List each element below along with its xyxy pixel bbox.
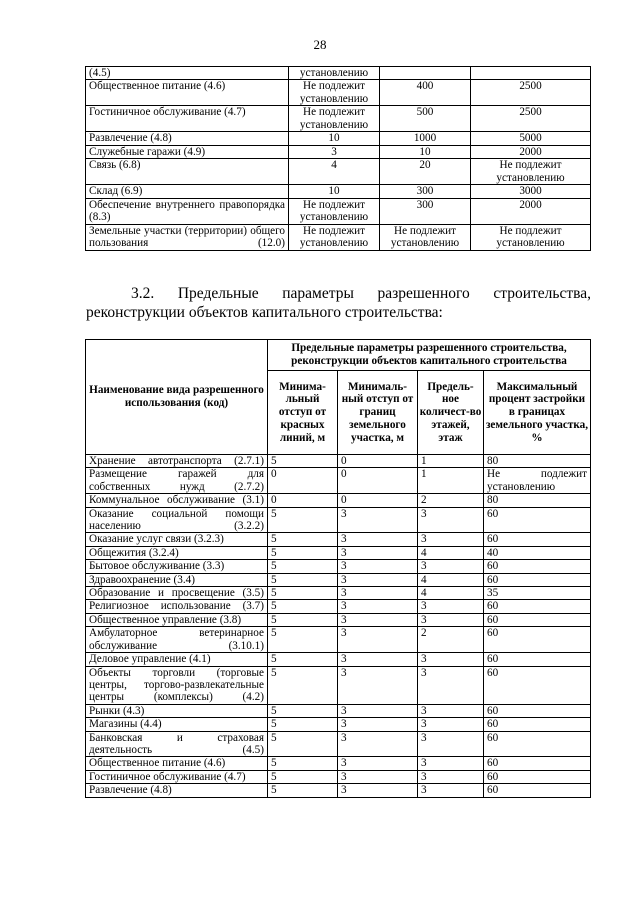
table-cell: Здравоохранение (3.4) [86,573,268,586]
table-cell: 300 [380,198,471,224]
table-cell: 2 [418,494,484,507]
table-cell: 3 [338,600,418,613]
header-red-line-setback: Минима-льный отступ от красных линий, м [268,371,338,455]
table-cell: 3 [338,587,418,600]
table-cell [380,67,471,80]
table-cell: 3 [418,718,484,731]
table-cell: Общежития (3.2.4) [86,546,268,559]
table-cell: Не подлежит установлению [289,224,380,250]
table-row [86,770,591,783]
table-cell: Рынки (4.3) [86,704,268,717]
table-cell: 3 [418,560,484,573]
table-cell: 5 [268,507,338,533]
table-row [86,159,591,185]
table-row [86,80,591,106]
table-cell: 5000 [471,132,591,145]
table-cell: 5 [268,455,338,468]
heading-word: Предельные [177,285,259,302]
table-cell: 3 [338,653,418,666]
table-row [86,132,591,145]
table-cell: Не подлежит установлению [289,106,380,132]
table-cell: Развлечение (4.8) [86,132,289,145]
table-cell: Хранение автотранспорта (2.7.1) [86,455,268,468]
table-cell: Развлечение (4.8) [86,784,268,797]
table-cell: 60 [484,666,591,704]
table-row [86,546,591,559]
table-cell: 3 [418,653,484,666]
table-cell: Склад (6.9) [86,185,289,198]
table-cell: 60 [484,704,591,717]
table-cell: Обеспечение внутреннего правопорядка (8.3) [86,198,289,224]
table-row [86,666,591,704]
table-cell: 1 [418,468,484,494]
table-cell: установлению [289,67,380,80]
section-heading-line-2: реконструкции объектов капитального строительства: [86,304,443,321]
table-cell: 3 [338,627,418,653]
table-row [86,784,591,797]
table-cell: 0 [338,468,418,494]
table-row [86,560,591,573]
heading-word: параметры [282,285,354,302]
table-cell: 5 [268,560,338,573]
table-row [86,613,591,626]
table-cell: 2500 [471,106,591,132]
table-cell: Земельные участки (территории) общего пользования (12.0) [86,224,289,250]
table-row [86,67,591,80]
table-row [86,145,591,158]
table-cell: 5 [268,627,338,653]
table-row [86,106,591,132]
table-cell: 3 [338,757,418,770]
table-cell: Бытовое обслуживание (3.3) [86,560,268,573]
table-cell: 5 [268,784,338,797]
table-cell: 35 [484,587,591,600]
table-cell: 60 [484,573,591,586]
table-cell: Образование и просвещение (3.5) [86,587,268,600]
table-cell: 5 [268,573,338,586]
table-cell: Амбулаторное ветеринарное обслуживание (3.10.1) [86,627,268,653]
table-cell: 3 [338,533,418,546]
table-cell: Служебные гаражи (4.9) [86,145,289,158]
table-cell: Общественное питание (4.6) [86,80,289,106]
table-cell: 3 [418,704,484,717]
table-cell: Общественное питание (4.6) [86,757,268,770]
section-number: 3.2. [131,285,155,302]
table-row [86,600,591,613]
table-cell: 3 [418,784,484,797]
table-cell: 3 [418,666,484,704]
table-cell: Не подлежит установлению [289,80,380,106]
header-max-coverage: Максимальный процент застройки в границах земельного участка, % [484,371,591,455]
table-cell: 60 [484,560,591,573]
table-cell: 20 [380,159,471,185]
section-heading [86,284,591,322]
table-row [86,224,591,250]
table-cell: 4 [289,159,380,185]
table-row [86,494,591,507]
table-cell: 60 [484,533,591,546]
table-cell: Гостиничное обслуживание (4.7) [86,770,268,783]
table-cell: 3 [338,546,418,559]
table-row [86,704,591,717]
table-cell: Гостиничное обслуживание (4.7) [86,106,289,132]
table-cell: 5 [268,653,338,666]
table-cell: 0 [268,468,338,494]
table-cell: 4 [418,546,484,559]
table-cell: 60 [484,613,591,626]
table-cell: 60 [484,784,591,797]
table-cell: 5 [268,770,338,783]
table-cell: 5 [268,666,338,704]
table-cell: 60 [484,757,591,770]
table-row [86,587,591,600]
table-cell: 3 [338,731,418,757]
table-cell: 5 [268,613,338,626]
table-cell: 2500 [471,80,591,106]
table-cell: 3 [338,613,418,626]
table-row [86,198,591,224]
table-row [86,757,591,770]
table-cell [471,67,591,80]
table-cell: Магазины (4.4) [86,718,268,731]
section-heading-line-1 [86,284,591,303]
table-cell: 5 [268,546,338,559]
table-cell: 3 [338,770,418,783]
table-cell: 80 [484,455,591,468]
table-row [86,653,591,666]
table-cell: 10 [380,145,471,158]
table-cell: 3000 [471,185,591,198]
header-boundary-setback: Минималь-ный отступ от границ земельного участка, м [338,371,418,455]
table-cell: 400 [380,80,471,106]
table-cell: 5 [268,757,338,770]
table-cell: 5 [268,587,338,600]
table-cell: 80 [484,494,591,507]
table-row [86,468,591,494]
table-cell: 3 [338,507,418,533]
table-cell: 10 [289,132,380,145]
construction-parameters-table [85,339,591,798]
table-cell: 0 [338,494,418,507]
table-cell: 5 [268,704,338,717]
table-cell: Не подлежит установлению [484,468,591,494]
table-row [86,718,591,731]
page-number: 28 [313,37,327,52]
table-cell: 10 [289,185,380,198]
table-cell: 3 [338,573,418,586]
table-cell: 500 [380,106,471,132]
table-cell: 60 [484,731,591,757]
table-cell: Связь (6.8) [86,159,289,185]
table-cell: 5 [268,533,338,546]
table-cell: Не подлежит установлению [289,198,380,224]
heading-word: разрешенного [377,285,470,302]
table-cell: Не подлежит установлению [380,224,471,250]
table-cell: 60 [484,627,591,653]
table-row [86,533,591,546]
header-use-type: Наименование вида разрешенного использования (код) [86,340,268,455]
table-cell: 60 [484,770,591,783]
table-cell: 3 [418,600,484,613]
table-cell: 300 [380,185,471,198]
table-cell: Не подлежит установлению [471,159,591,185]
table-cell: 4 [418,587,484,600]
table-cell: 1000 [380,132,471,145]
table-cell: 3 [418,770,484,783]
table-row [86,185,591,198]
table-cell: 1 [418,455,484,468]
land-use-limits-table-continued [85,66,591,251]
table-cell: 0 [338,455,418,468]
table-cell: Не подлежит установлению [471,224,591,250]
table-cell: (4.5) [86,67,289,80]
table-cell: Религиозное использование (3.7) [86,600,268,613]
table-cell: 2000 [471,198,591,224]
table-cell: 5 [268,600,338,613]
table-cell: Размещение гаражей для собственных нужд (2.7.2) [86,468,268,494]
table-cell: 4 [418,573,484,586]
table-cell: Деловое управление (4.1) [86,653,268,666]
table-cell: Банковская и страховая деятельность (4.5) [86,731,268,757]
table-cell: Коммунальное обслуживание (3.1) [86,494,268,507]
table-cell: Общественное управление (3.8) [86,613,268,626]
table-cell: 3 [289,145,380,158]
table-row [86,455,591,468]
heading-word: строительства, [493,285,591,302]
table-row [86,731,591,757]
table-cell: 3 [418,533,484,546]
table-cell: 2 [418,627,484,653]
table-cell: Оказание услуг связи (3.2.3) [86,533,268,546]
table-cell: 3 [338,666,418,704]
table-cell: 2000 [471,145,591,158]
table-row [86,507,591,533]
table-cell: Объекты торговли (торговые центры, торгово-развлекательные центры (комплексы) (4.2) [86,666,268,704]
header-max-floors: Предель-ное количест-во этажей, этаж [418,371,484,455]
table-cell: 5 [268,731,338,757]
table-cell: 60 [484,653,591,666]
table-cell: 60 [484,600,591,613]
table-cell: 60 [484,718,591,731]
table-cell: 0 [268,494,338,507]
table-cell: 60 [484,507,591,533]
table-cell: 3 [338,704,418,717]
table-row [86,573,591,586]
table-cell: 3 [418,507,484,533]
table-cell: 3 [338,718,418,731]
header-parameters-group: Предельные параметры разрешенного строительства, реконструкции объектов капитального строительства [268,340,591,371]
table-cell: 5 [268,718,338,731]
table-cell: 3 [418,613,484,626]
table-cell: Оказание социальной помощи населению (3.2.2) [86,507,268,533]
table-cell: 40 [484,546,591,559]
table-row [86,627,591,653]
table-cell: 3 [418,731,484,757]
table-cell: 3 [338,784,418,797]
table-cell: 3 [338,560,418,573]
table-cell: 3 [418,757,484,770]
